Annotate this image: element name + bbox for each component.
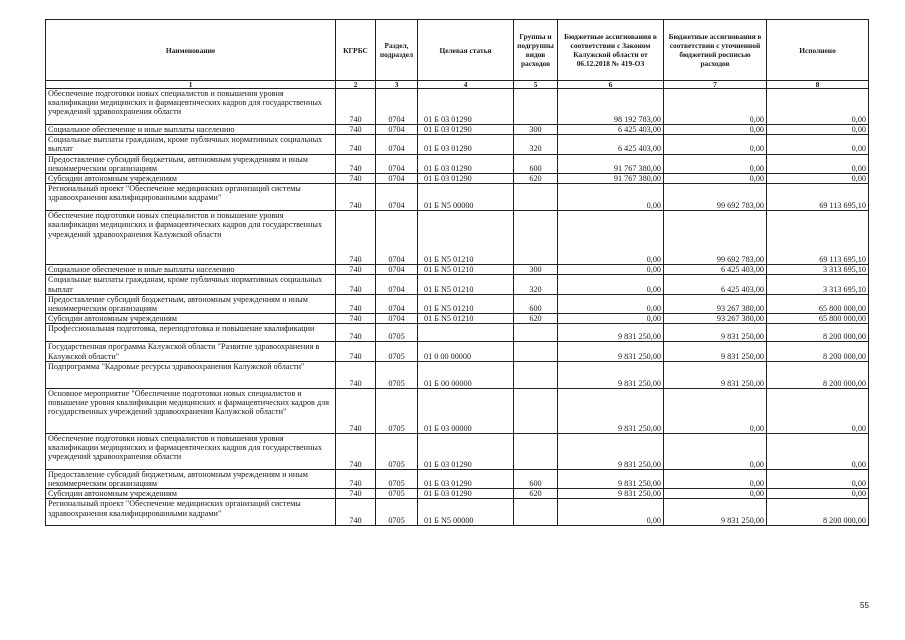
- row-plan: 9 831 250,00: [664, 324, 767, 342]
- row-target: 01 Б 03 01290: [418, 89, 514, 125]
- row-target: 01 Б 03 00000: [418, 388, 514, 433]
- row-plan: 0,00: [664, 388, 767, 433]
- row-law: 0,00: [558, 265, 664, 275]
- row-name: Предоставление субсидий бюджетным, автономным учреждениям и иным некоммерческим организациям: [46, 154, 336, 173]
- table-row: [46, 433, 869, 469]
- row-done: 8 200 000,00: [767, 342, 869, 361]
- row-kgrbs: 740: [336, 361, 376, 388]
- row-razdel: 0704: [376, 184, 418, 211]
- row-name: Подпрограмма "Кадровые ресурсы здравоохранения Калужской области": [46, 361, 336, 388]
- table-row: [46, 154, 869, 173]
- row-law: 91 767 380,00: [558, 174, 664, 184]
- row-target: 01 Б 03 01290: [418, 174, 514, 184]
- row-kgrbs: 740: [336, 324, 376, 342]
- row-law: 6 425 403,00: [558, 125, 664, 135]
- table-row: [46, 361, 869, 388]
- table-row: [46, 314, 869, 324]
- table-row: [46, 89, 869, 125]
- row-law: 98 192 783,00: [558, 89, 664, 125]
- row-name: Социальное обеспечение и иные выплаты населению: [46, 265, 336, 275]
- row-vr: [514, 324, 558, 342]
- row-razdel: 0705: [376, 499, 418, 526]
- row-name: Обеспечение подготовки новых специалистов и повышение уровня квалификации медицинских и фармацевтических кадров для государственных учреждений здравоохранения Калужской области: [46, 211, 336, 265]
- row-razdel: 0704: [376, 211, 418, 265]
- row-target: 01 Б N5 01210: [418, 314, 514, 324]
- row-done: 0,00: [767, 135, 869, 154]
- row-done: 8 200 000,00: [767, 361, 869, 388]
- row-done: 0,00: [767, 433, 869, 469]
- row-razdel: 0704: [376, 135, 418, 154]
- row-plan: 0,00: [664, 154, 767, 173]
- row-plan: 99 692 783,00: [664, 184, 767, 211]
- row-kgrbs: 740: [336, 489, 376, 499]
- header-plan: Бюджетные ассигнования в соответствии с уточненной бюджетной росписью расходов: [664, 20, 767, 81]
- row-name: Региональный проект "Обеспечение медицинских организаций системы здравоохранения квалифицированными кадрами": [46, 184, 336, 211]
- row-vr: [514, 211, 558, 265]
- row-done: 0,00: [767, 469, 869, 488]
- row-razdel: 0704: [376, 174, 418, 184]
- row-done: 3 313 695,10: [767, 275, 869, 294]
- row-name: Субсидии автономным учреждениям: [46, 174, 336, 184]
- header-razdel: Раздел, подраздел: [376, 20, 418, 81]
- row-target: 01 Б N5 01210: [418, 275, 514, 294]
- table-row: [46, 135, 869, 154]
- row-target: 01 Б N5 00000: [418, 499, 514, 526]
- column-number: 7: [664, 81, 767, 89]
- row-vr: 600: [514, 469, 558, 488]
- row-name: Предоставление субсидий бюджетным, автономным учреждениям и иным некоммерческим организациям: [46, 469, 336, 488]
- row-kgrbs: 740: [336, 125, 376, 135]
- header-row: [46, 20, 869, 81]
- row-done: 0,00: [767, 174, 869, 184]
- row-law: 9 831 250,00: [558, 489, 664, 499]
- row-plan: 6 425 403,00: [664, 265, 767, 275]
- row-kgrbs: 740: [336, 469, 376, 488]
- row-name: Основное мероприятие "Обеспечение подготовки новых специалистов и повышение уровня квалификации медицинских и фармацевтических кадров для государственных учреждений здравоохранения Калужской области": [46, 388, 336, 433]
- row-vr: [514, 361, 558, 388]
- row-plan: 9 831 250,00: [664, 499, 767, 526]
- row-kgrbs: 740: [336, 342, 376, 361]
- row-kgrbs: 740: [336, 89, 376, 125]
- table-row: [46, 388, 869, 433]
- row-kgrbs: 740: [336, 211, 376, 265]
- row-razdel: 0705: [376, 489, 418, 499]
- row-name: Обеспечение подготовки новых специалистов и повышения уровня квалификации медицинских и фармацевтических кадров для государственных учреждений здравоохранения области: [46, 433, 336, 469]
- row-razdel: 0704: [376, 275, 418, 294]
- table-body: [46, 89, 869, 526]
- row-done: 3 313 695,10: [767, 265, 869, 275]
- row-vr: 300: [514, 265, 558, 275]
- header-target: Целевая статья: [418, 20, 514, 81]
- column-number-row: [46, 81, 869, 89]
- row-kgrbs: 740: [336, 314, 376, 324]
- row-kgrbs: 740: [336, 388, 376, 433]
- row-razdel: 0705: [376, 388, 418, 433]
- row-name: Субсидии автономным учреждениям: [46, 314, 336, 324]
- row-target: 01 Б N5 00000: [418, 184, 514, 211]
- row-done: 65 800 000,00: [767, 294, 869, 313]
- row-law: 9 831 250,00: [558, 324, 664, 342]
- row-name: Социальное обеспечение и иные выплаты населению: [46, 125, 336, 135]
- row-kgrbs: 740: [336, 135, 376, 154]
- column-number: 4: [418, 81, 514, 89]
- row-target: 01 Б N5 01210: [418, 265, 514, 275]
- table-row: [46, 265, 869, 275]
- row-law: 6 425 403,00: [558, 135, 664, 154]
- row-law: 0,00: [558, 275, 664, 294]
- header-done: Исполнено: [767, 20, 869, 81]
- column-number: 2: [336, 81, 376, 89]
- row-law: 0,00: [558, 499, 664, 526]
- row-done: 65 800 000,00: [767, 314, 869, 324]
- row-done: 0,00: [767, 388, 869, 433]
- row-vr: [514, 184, 558, 211]
- row-vr: 600: [514, 154, 558, 173]
- row-plan: 0,00: [664, 433, 767, 469]
- table-row: [46, 125, 869, 135]
- row-vr: 320: [514, 135, 558, 154]
- row-law: 0,00: [558, 184, 664, 211]
- row-done: 0,00: [767, 489, 869, 499]
- table-row: [46, 184, 869, 211]
- table-row: [46, 324, 869, 342]
- row-razdel: 0704: [376, 294, 418, 313]
- row-target: [418, 324, 514, 342]
- row-name: Социальные выплаты гражданам, кроме публичных нормативных социальных выплат: [46, 135, 336, 154]
- column-number: 8: [767, 81, 869, 89]
- row-razdel: 0704: [376, 314, 418, 324]
- row-razdel: 0705: [376, 361, 418, 388]
- row-razdel: 0704: [376, 125, 418, 135]
- row-law: 9 831 250,00: [558, 388, 664, 433]
- row-target: 01 0 00 00000: [418, 342, 514, 361]
- header-law: Бюджетные ассигнования в соответствии с Законом Калужской области от 06.12.2018 № 419-ОЗ: [558, 20, 664, 81]
- row-kgrbs: 740: [336, 433, 376, 469]
- row-razdel: 0704: [376, 265, 418, 275]
- row-vr: [514, 499, 558, 526]
- row-law: 91 767 380,00: [558, 154, 664, 173]
- row-done: 69 113 695,10: [767, 211, 869, 265]
- row-plan: 0,00: [664, 125, 767, 135]
- row-name: Предоставление субсидий бюджетным, автономным учреждениям и иным некоммерческим организациям: [46, 294, 336, 313]
- row-vr: 620: [514, 174, 558, 184]
- row-target: 01 Б 03 01290: [418, 154, 514, 173]
- row-law: 0,00: [558, 211, 664, 265]
- row-law: 9 831 250,00: [558, 469, 664, 488]
- header-name: Наименование: [46, 20, 336, 81]
- row-done: 8 200 000,00: [767, 324, 869, 342]
- table-row: [46, 469, 869, 488]
- row-done: 8 200 000,00: [767, 499, 869, 526]
- row-vr: 320: [514, 275, 558, 294]
- row-target: 01 Б 03 01290: [418, 125, 514, 135]
- table-row: [46, 174, 869, 184]
- row-law: 9 831 250,00: [558, 361, 664, 388]
- row-done: 0,00: [767, 89, 869, 125]
- row-target: 01 Б 03 01290: [418, 135, 514, 154]
- row-kgrbs: 740: [336, 174, 376, 184]
- table-row: [46, 342, 869, 361]
- row-razdel: 0705: [376, 324, 418, 342]
- table-row: [46, 211, 869, 265]
- column-number: 5: [514, 81, 558, 89]
- row-plan: 9 831 250,00: [664, 361, 767, 388]
- budget-table: [45, 19, 869, 526]
- row-plan: 0,00: [664, 135, 767, 154]
- row-vr: [514, 433, 558, 469]
- row-law: 9 831 250,00: [558, 433, 664, 469]
- row-done: 0,00: [767, 125, 869, 135]
- row-vr: [514, 388, 558, 433]
- row-plan: 93 267 380,00: [664, 314, 767, 324]
- column-number: 1: [46, 81, 336, 89]
- header-vr: Группы и подгруппы видов расходов: [514, 20, 558, 81]
- table-row: [46, 489, 869, 499]
- row-target: 01 Б 00 00000: [418, 361, 514, 388]
- row-plan: 93 267 380,00: [664, 294, 767, 313]
- row-vr: [514, 342, 558, 361]
- row-plan: 0,00: [664, 174, 767, 184]
- row-law: 0,00: [558, 294, 664, 313]
- row-target: 01 Б N5 01210: [418, 294, 514, 313]
- row-plan: 99 692 783,00: [664, 211, 767, 265]
- header-kgrbs: КГРБС: [336, 20, 376, 81]
- row-law: 9 831 250,00: [558, 342, 664, 361]
- row-name: Субсидии автономным учреждениям: [46, 489, 336, 499]
- row-plan: 0,00: [664, 489, 767, 499]
- row-name: Профессиональная подготовка, переподготовка и повышение квалификации: [46, 324, 336, 342]
- row-kgrbs: 740: [336, 294, 376, 313]
- row-plan: 0,00: [664, 89, 767, 125]
- row-target: 01 Б 03 01290: [418, 469, 514, 488]
- row-kgrbs: 740: [336, 184, 376, 211]
- row-vr: 600: [514, 294, 558, 313]
- row-target: 01 Б 03 01290: [418, 489, 514, 499]
- row-plan: 6 425 403,00: [664, 275, 767, 294]
- row-name: Региональный проект "Обеспечение медицинских организаций системы здравоохранения квалифицированными кадрами": [46, 499, 336, 526]
- column-number: 3: [376, 81, 418, 89]
- row-name: Обеспечение подготовки новых специалистов и повышения уровня квалификации медицинских и фармацевтических кадров для государственных учреждений здравоохранения области: [46, 89, 336, 125]
- row-law: 0,00: [558, 314, 664, 324]
- row-vr: 620: [514, 489, 558, 499]
- row-kgrbs: 740: [336, 275, 376, 294]
- row-name: Государственная программа Калужской области "Развитие здравоохранения в Калужской области": [46, 342, 336, 361]
- table-row: [46, 275, 869, 294]
- row-razdel: 0705: [376, 433, 418, 469]
- row-kgrbs: 740: [336, 154, 376, 173]
- row-vr: 620: [514, 314, 558, 324]
- row-razdel: 0704: [376, 89, 418, 125]
- row-name: Социальные выплаты гражданам, кроме публичных нормативных социальных выплат: [46, 275, 336, 294]
- row-kgrbs: 740: [336, 499, 376, 526]
- table-row: [46, 499, 869, 526]
- row-done: 69 113 695,10: [767, 184, 869, 211]
- page-number: 55: [860, 601, 869, 610]
- row-razdel: 0705: [376, 469, 418, 488]
- row-kgrbs: 740: [336, 265, 376, 275]
- row-done: 0,00: [767, 154, 869, 173]
- row-razdel: 0705: [376, 342, 418, 361]
- table-row: [46, 294, 869, 313]
- row-razdel: 0704: [376, 154, 418, 173]
- column-number: 6: [558, 81, 664, 89]
- row-vr: [514, 89, 558, 125]
- row-target: 01 Б 03 01290: [418, 433, 514, 469]
- row-plan: 9 831 250,00: [664, 342, 767, 361]
- row-target: 01 Б N5 01210: [418, 211, 514, 265]
- row-plan: 0,00: [664, 469, 767, 488]
- row-vr: 300: [514, 125, 558, 135]
